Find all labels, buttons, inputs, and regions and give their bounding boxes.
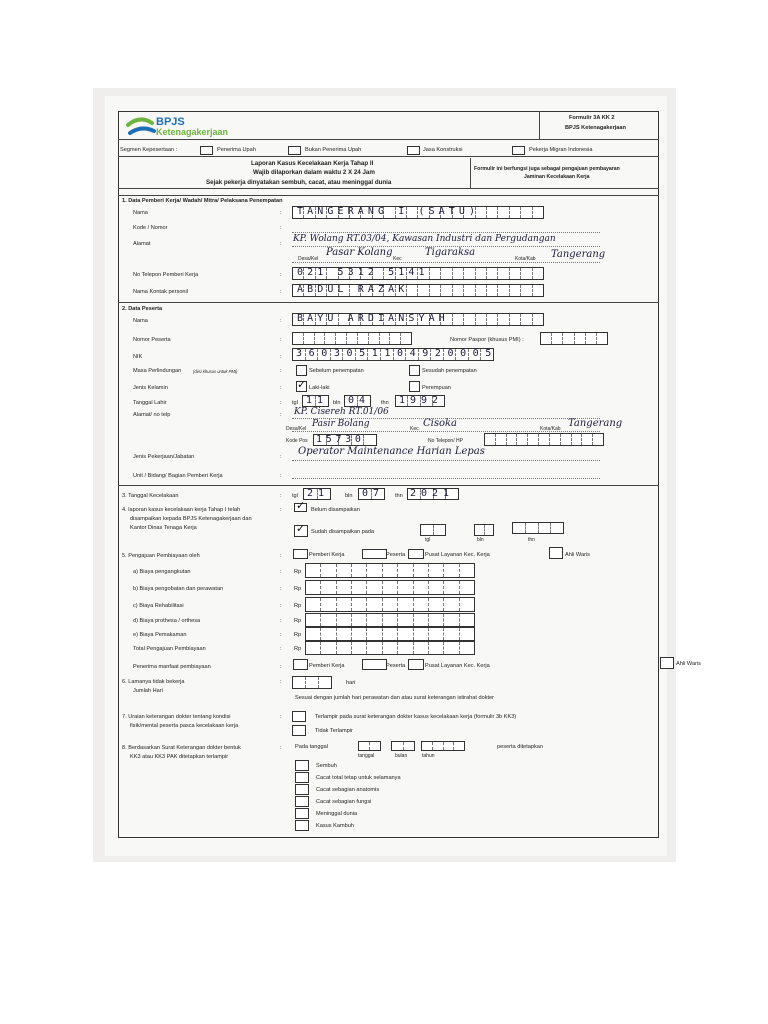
gender-male-label: Laki-laki	[309, 385, 330, 391]
cost-item-label: a) Biaya pengangkutan	[133, 569, 191, 575]
status-option-label: Cacat sebagian fungsi	[316, 799, 372, 805]
beneficiary-pemberi-kerja-checkbox[interactable]	[293, 659, 308, 670]
financing-pemberi-kerja-checkbox[interactable]	[293, 549, 308, 559]
birth-month-value: 04	[348, 395, 371, 406]
colon: :	[280, 603, 282, 609]
doctor-date-label: Pada tanggal	[295, 744, 328, 750]
participant-kec-value: Cisoka	[423, 418, 458, 429]
participant-kec-label: Kec	[410, 426, 419, 432]
financing-option-label: Pusat Layanan Kec. Kerja	[425, 552, 490, 558]
status-option-label: Cacat sebagian anatomis	[316, 787, 380, 793]
protection-period-label: Masa Perlindungan	[133, 368, 182, 374]
employer-kota-value: Tangerang	[551, 249, 606, 260]
cost-field[interactable]	[305, 597, 475, 612]
birth-year-value: 1992	[399, 395, 444, 406]
accident-day-label: tgl	[292, 493, 298, 499]
section4-line2: disampaikan kepada BPJS Ketenagakerjaan dan	[130, 516, 252, 522]
status-option-label: Cacat total tetap untuk selamanya	[316, 775, 401, 781]
status-cacat-total-checkbox[interactable]	[295, 772, 309, 783]
status-meninggal-checkbox[interactable]	[295, 808, 309, 819]
cost-item-label: e) Biaya Pemakaman	[133, 632, 187, 638]
nik-value: 3603051104920005	[296, 348, 498, 359]
section4-line1: 4. laporan kasus kecelakaan kerja Tahap I telah	[122, 507, 241, 513]
accident-date-label: 3. Tanggal Kecelakaan	[122, 493, 179, 499]
title-rule	[118, 188, 659, 189]
form-code: Formulir 3A KK 2	[569, 115, 615, 121]
days-off-field[interactable]	[292, 676, 332, 689]
accident-month-value: 07	[362, 488, 385, 499]
checkmark-icon: ✓	[296, 523, 306, 535]
before-placement-checkbox[interactable]	[296, 365, 307, 376]
employer-region-line	[292, 262, 600, 263]
colon: :	[280, 337, 282, 343]
segment-option-label: Jasa Konstruksi	[423, 147, 463, 153]
segment-rule	[118, 156, 659, 157]
colon: :	[280, 679, 282, 685]
status-option-label: Sembuh	[316, 763, 337, 769]
beneficiary-peserta-checkbox[interactable]	[362, 659, 387, 670]
employer-phone-label: No Telepon Pemberi Kerja	[133, 272, 199, 278]
colon: :	[280, 664, 282, 670]
employer-kota-label: Kota/Kab	[515, 256, 536, 262]
doctor-day-caption: tanggal	[358, 753, 375, 759]
protection-period-note: (diisi khusus untuk PMI)	[193, 369, 238, 374]
employer-contact-label: Nama Kontak personil	[133, 289, 189, 295]
accident-month-label: bln	[345, 493, 353, 499]
participant-desa-label: Desa/Kel	[286, 426, 307, 432]
bpjs-logo-icon	[126, 117, 158, 139]
segment-label: Segmen Kepesertaan :	[120, 147, 178, 153]
gender-label: Jenis Kelamin	[133, 385, 168, 391]
cost-item-label: c) Biaya Rehabilitasi	[133, 603, 184, 609]
beneficiary-option-label: Pusat Layanan Kec. Kerja	[425, 663, 490, 669]
cost-field[interactable]	[305, 563, 475, 578]
colon: :	[280, 553, 282, 559]
bpjs-logo	[126, 115, 256, 141]
job-label: Jenis Pekerjaan/Jabatan	[133, 454, 195, 460]
doctor-year-field[interactable]	[421, 741, 465, 751]
beneficiary-label: Penerima manfaat pembiayaan	[133, 664, 211, 670]
financing-option-label: Peserta	[386, 552, 406, 558]
participant-region-line	[292, 431, 600, 432]
participant-kota-label: Kota/Kab	[540, 426, 561, 432]
submitted-day-caption: tgl	[425, 537, 431, 543]
doctor-month-field[interactable]	[391, 741, 415, 751]
job-value: Operator Maintenance Harian Lepas	[298, 446, 485, 457]
colon: :	[280, 454, 282, 460]
employer-address-label: Alamat	[133, 241, 151, 247]
segment-option-label: Penerima Upah	[217, 147, 256, 153]
form-title-line2: Wajib dilaporkan dalam waktu 2 X 24 Jam	[253, 169, 375, 176]
cost-currency: Rp	[294, 569, 302, 575]
colon: :	[280, 507, 282, 513]
submitted-month-field[interactable]	[474, 524, 494, 536]
employer-kec-value: Tigaraksa	[425, 247, 476, 258]
segment-checkbox-bukan-penerima-upah[interactable]	[288, 146, 301, 155]
colon: :	[280, 354, 282, 360]
doctor-not-attached-label: Tidak Terlampir	[315, 728, 353, 734]
doctor-year-caption: tahun	[422, 753, 435, 759]
birth-month-label: bln	[333, 400, 341, 406]
section1-heading: 1. Data Pemberi Kerja/ Wadah/ Mitra/ Pelaksana Penempatan	[122, 198, 283, 204]
section1-rule	[118, 302, 659, 303]
participant-name-label: Nama	[133, 318, 148, 324]
cost-item-label: b) Biaya pengobatan dan perawatan	[133, 586, 224, 592]
employer-contact-value: ABDUL RAZAK	[297, 284, 409, 295]
segment-checkbox-jasa-konstruksi[interactable]	[407, 146, 420, 155]
title-rule-2	[118, 195, 659, 196]
section7-line1: 7. Uraian keterangan dokter tentang kondisi	[122, 714, 231, 720]
submitted-month-caption: bln	[477, 537, 484, 543]
status-sembuh-checkbox[interactable]	[295, 760, 309, 771]
financing-ahli-waris-checkbox[interactable]	[549, 547, 563, 559]
employer-kec-label: Kec	[393, 256, 402, 262]
header-divider	[539, 111, 540, 139]
status-cacat-fungsi-checkbox[interactable]	[295, 796, 309, 807]
form-note-box	[470, 158, 659, 188]
form-note-line2: Jaminan Kecelakaan Kerja	[524, 174, 590, 180]
submitted-year-caption: thn	[528, 537, 535, 543]
beneficiary-pusat-checkbox[interactable]	[408, 659, 424, 670]
passport-field[interactable]	[540, 332, 608, 345]
logo-name: BPJS	[156, 116, 185, 128]
colon: :	[280, 646, 282, 652]
status-cacat-anatomis-checkbox[interactable]	[295, 784, 309, 795]
employer-name-value: TANGERANG I (SATU)	[297, 206, 480, 217]
header-rule	[118, 139, 659, 140]
gender-female-label: Perempuan	[422, 385, 451, 391]
colon: :	[280, 289, 282, 295]
unit-label: Unit / Bidang/ Bagian Pemberi Kerja	[133, 473, 223, 479]
cost-currency: Rp	[294, 646, 302, 652]
section4-line3: Kantor Dinas Tenaga Kerja	[130, 525, 197, 531]
colon: :	[280, 318, 282, 324]
section2-rule	[118, 485, 659, 486]
section8-line2: KK3 atau KK3 PAK ditetapkan terlampir	[130, 754, 229, 760]
colon: :	[280, 241, 282, 247]
accident-year-value: 2021	[410, 488, 455, 499]
accident-day-value: 21	[307, 488, 330, 499]
colon: :	[280, 473, 282, 479]
form-note-line1: Formulir ini berfungsi juga sebagai pengajuan pembayaran	[474, 166, 620, 172]
status-option-label: Kasus Kambuh	[316, 823, 354, 829]
colon: :	[280, 714, 282, 720]
section8-line1: 8. Berdasarkan Surat Keterangan dokter bentuk	[122, 745, 241, 751]
cost-field[interactable]	[305, 627, 475, 641]
gender-female-checkbox[interactable]	[409, 381, 420, 392]
colon: :	[280, 368, 282, 374]
cost-item-label: d) Biaya prothesa / orthesa	[133, 618, 201, 624]
colon: :	[280, 385, 282, 391]
cost-total-field[interactable]	[305, 641, 475, 655]
status-kambuh-checkbox[interactable]	[295, 820, 309, 831]
colon: :	[280, 272, 282, 278]
postal-code-value: 15730	[316, 434, 365, 445]
birth-day-value: 11	[306, 395, 329, 406]
form-title-line1: Laporan Kasus Kecelakaan Kerja Tahap II	[251, 160, 374, 167]
colon: :	[280, 225, 282, 231]
segment-checkbox-penerima-upah[interactable]	[200, 146, 213, 155]
days-note: Sesuai dengan jumlah hari perawatan dan atau surat keterangan istirahat dokter	[295, 695, 495, 701]
postal-code-label: Kode Pos	[286, 438, 308, 444]
after-placement-checkbox[interactable]	[409, 365, 420, 376]
colon: :	[280, 412, 282, 418]
colon: :	[280, 745, 282, 751]
logo-subtitle: Ketenagakerjaan	[156, 127, 229, 137]
participant-address-value: KP. Cisereh RT.01/06	[294, 407, 389, 417]
colon: :	[280, 210, 282, 216]
doctor-attached-label: Terlampir pada surat keterangan dokter kasus kecelakaan kerja (formulir 3b KK3)	[315, 714, 517, 720]
participant-kota-value: Tangerang	[568, 418, 623, 429]
doctor-attached-checkbox[interactable]	[292, 711, 306, 722]
participant-number-label: Nomor Peserta	[133, 337, 171, 343]
doctor-day-field[interactable]	[358, 741, 381, 751]
participant-desa-value: Pasir Bolang	[312, 419, 370, 429]
beneficiary-option-label: Ahli Waris	[676, 661, 701, 667]
doctor-month-caption: bulan	[395, 753, 408, 759]
accident-year-label: thn	[395, 493, 403, 499]
cost-total-label: Total Pengajuan Pembiayaan	[133, 646, 206, 652]
days-unit-label: hari	[346, 680, 356, 686]
cost-currency: Rp	[294, 603, 302, 609]
section2-heading: 2. Data Peserta	[122, 306, 163, 312]
birth-day-label: tgl	[292, 400, 298, 406]
colon: :	[280, 569, 282, 575]
participant-address-label: Alamat/ no telp	[133, 412, 171, 418]
financing-pusat-checkbox[interactable]	[408, 549, 424, 559]
job-line	[292, 460, 600, 461]
segment-checkbox-pekerja-migran[interactable]	[512, 146, 525, 155]
participant-phone-label: No Telepon/ HP	[428, 438, 463, 444]
colon: :	[280, 586, 282, 592]
segment-option-label: Bukan Penerima Upah	[305, 147, 362, 153]
determined-label: peserta ditetapkan	[497, 744, 544, 750]
participant-number-field[interactable]	[292, 332, 412, 345]
cost-currency: Rp	[294, 632, 302, 638]
colon: :	[280, 618, 282, 624]
status-option-label: Meninggal dunia	[316, 811, 358, 817]
unit-line	[292, 478, 600, 479]
checkmark-icon: ✓	[296, 500, 306, 512]
doctor-not-attached-checkbox[interactable]	[292, 725, 306, 736]
not-submitted-label: Belum disampaikan	[311, 507, 360, 513]
colon: :	[280, 493, 282, 499]
submitted-day-field[interactable]	[420, 524, 446, 536]
beneficiary-ahli-waris-checkbox[interactable]	[660, 657, 674, 669]
section6-line2: Jumlah Hari	[133, 688, 163, 694]
financing-option-label: Pemberi Kerja	[309, 552, 345, 558]
nik-label: NIK	[133, 354, 143, 360]
birthdate-label: Tanggal Lahir	[133, 400, 167, 406]
financing-option-label: Ahli Waris	[565, 552, 590, 558]
employer-address-value: KP. Wolang RT.03/04, Kawasan Industri dan Pergudangan	[293, 234, 556, 244]
employer-name-label: Nama	[133, 210, 148, 216]
submitted-year-field[interactable]	[512, 522, 564, 534]
cost-currency: Rp	[294, 586, 302, 592]
cost-field[interactable]	[305, 613, 475, 627]
employer-desa-value: Pasar Kolang	[326, 247, 393, 258]
beneficiary-option-label: Pemberi Kerja	[309, 663, 345, 669]
participant-phone-field[interactable]	[484, 433, 604, 446]
submitted-label: Sudah disampaikan pada	[311, 529, 375, 535]
cost-currency: Rp	[294, 618, 302, 624]
employer-code-label: Kode / Nomor	[133, 225, 168, 231]
section6-line1: 6. Lamanya tidak bekerja	[122, 679, 185, 685]
before-placement-label: Sebelum penempatan	[309, 368, 364, 374]
passport-label: Nomor Paspor (khusus PMI) :	[450, 337, 524, 343]
colon: :	[280, 632, 282, 638]
section7-line2: fisik/mental peserta pasca kecelakaan kerja	[130, 723, 239, 729]
birth-year-label: thn	[381, 400, 389, 406]
segment-option-label: Pekerja Migran Indonesia	[529, 147, 593, 153]
employer-desa-label: Desa/Kel	[298, 256, 319, 262]
beneficiary-option-label: Peserta	[386, 663, 406, 669]
financing-peserta-checkbox[interactable]	[362, 549, 387, 559]
after-placement-label: Sesudah penempatan	[422, 368, 477, 374]
colon: :	[280, 400, 282, 406]
employer-phone-value: 021 5312 5141	[297, 267, 429, 278]
form-org: BPJS Ketenagakerjaan	[565, 125, 626, 131]
participant-name-value: BAYU ARDIANSYAH	[297, 313, 449, 324]
checkmark-icon: ✓	[297, 379, 307, 391]
cost-field[interactable]	[305, 580, 475, 595]
form-title-line3: Sejak pekerja dinyatakan sembuh, cacat, atau meninggal dunia	[206, 179, 392, 186]
section5-heading: 5. Pengajuan Pembiayaan oleh	[122, 553, 200, 559]
